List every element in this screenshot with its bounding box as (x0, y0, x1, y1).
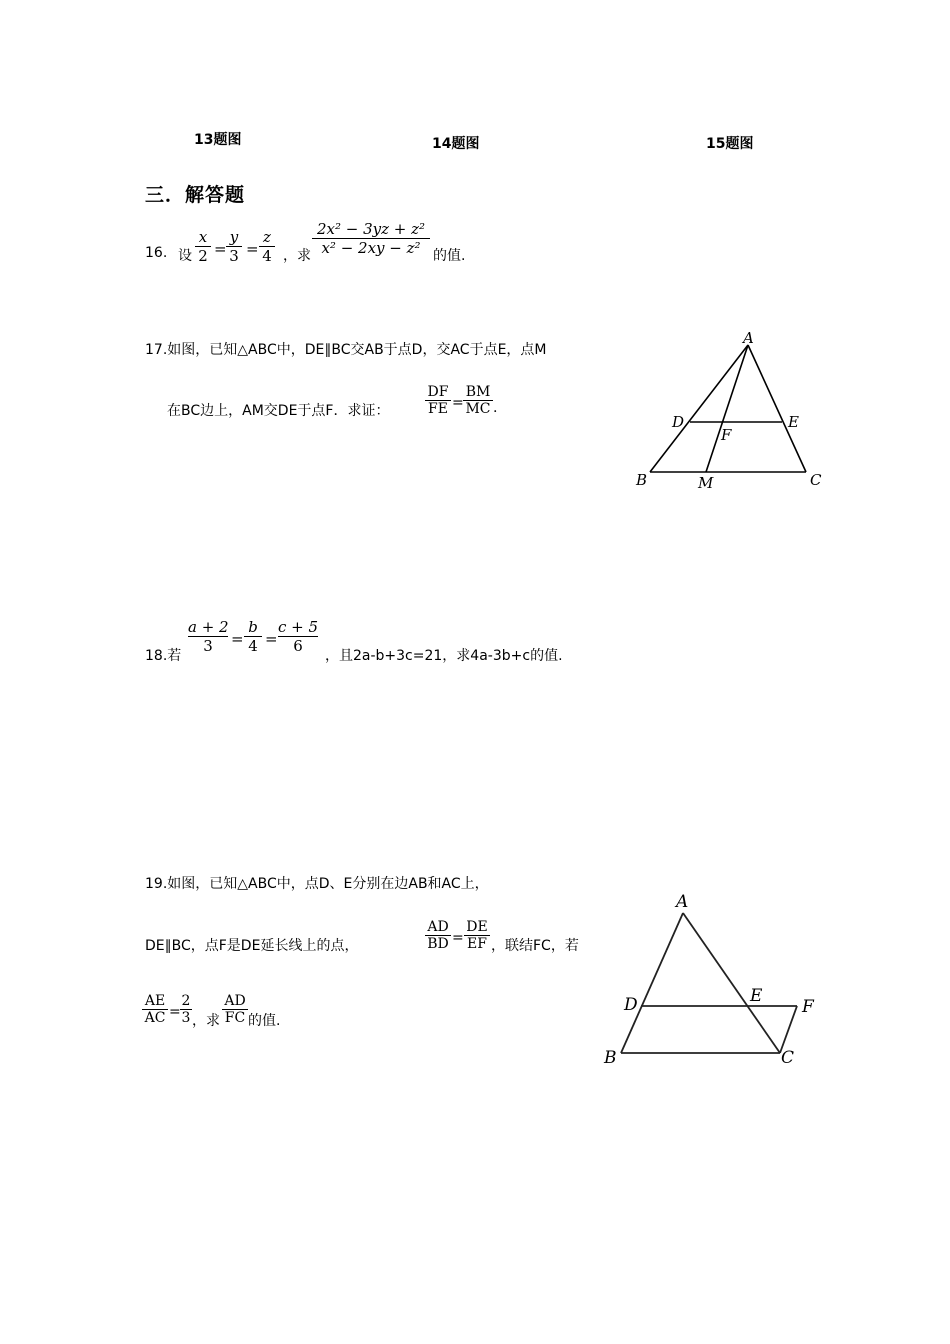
q19-label-f: F (802, 997, 814, 1017)
q16-tail: 的值. (433, 248, 466, 264)
q18-condition: ，且2a-b+3c=21，求4a-3b+c的值. (325, 648, 563, 664)
q19-equals-1: = (452, 930, 464, 946)
q16-equals-1: = (214, 240, 227, 258)
q18-ratio-a: a + 2 3 (188, 618, 229, 655)
q17-line-2: 在BC边上，AM交DE于点F．求证： (167, 403, 390, 419)
q17-label-a: A (743, 330, 754, 347)
q16-ratio-y: y 3 (226, 228, 242, 265)
q16-ratio-x: x 2 (195, 228, 211, 265)
q17-equals: = (452, 395, 464, 411)
q19-side-ac (683, 913, 780, 1053)
q17-label-d: D (672, 413, 685, 431)
q19-label-d: D (624, 995, 638, 1015)
q18-equals-1: = (231, 630, 244, 648)
q17-ratio-bm-mc: BM MC (463, 384, 493, 417)
q16-set-word: 设 (178, 248, 192, 264)
q17-label-b: B (636, 471, 648, 489)
q19-triangle-figure (600, 888, 825, 1073)
caption-figure-13: 13题图 (194, 132, 242, 148)
q17-label-c: C (810, 471, 822, 489)
q19-line-1: 19.如图，已知△ABC中，点D、E分别在边AB和AC上， (145, 876, 489, 892)
caption-figure-14: 14题图 (432, 136, 480, 152)
q18-prefix: 18.若 (145, 648, 182, 664)
q19-ratio-ad-fc: AD FC (222, 993, 248, 1026)
q17-side-ab (650, 345, 748, 472)
q19-ratio-two-thirds: 2 3 (181, 993, 191, 1026)
q19-line-2b: ，联结FC，若 (491, 938, 579, 954)
q18-ratio-c: c + 5 6 (278, 618, 319, 655)
q16-ratio-z: z 4 (259, 228, 275, 265)
q19-label-e: E (750, 986, 763, 1006)
section-title: 三．解答题 (145, 184, 246, 206)
q17-label-f: F (721, 426, 732, 444)
q19-ratio-de-ef: DE EF (464, 919, 490, 952)
caption-figure-15: 15题图 (706, 136, 754, 152)
q19-line-2a: DE∥BC，点F是DE延长线上的点， (145, 938, 359, 954)
q19-label-b: B (604, 1048, 617, 1068)
q18-equals-2: = (265, 630, 278, 648)
q17-ratio-df-fe: DF FE (425, 384, 451, 417)
q18-ratio-b: b 4 (244, 618, 262, 655)
q19-label-a: A (676, 892, 689, 912)
q16-expression: 2x² − 3yz + z² x² − 2xy − z² (312, 220, 430, 257)
q19-ratio-ad-bd: AD BD (425, 919, 451, 952)
q17-label-e: E (788, 413, 799, 431)
q19-equals-2: = (169, 1004, 181, 1020)
q19-segment-fc (780, 1006, 797, 1053)
q16-equals-2: = (246, 240, 259, 258)
q19-ratio-ae-ac: AE AC (142, 993, 168, 1026)
q17-line-1: 17.如图，已知△ABC中，DE∥BC交AB于点D，交AC于点E，点M (145, 342, 547, 358)
q16-number: 16. (145, 245, 168, 261)
q19-tail: 的值. (248, 1013, 281, 1029)
q17-side-ac (748, 345, 806, 472)
q16-ask: ，求 (283, 248, 311, 264)
q19-label-c: C (781, 1048, 795, 1068)
q19-mid: ，求 (192, 1013, 220, 1029)
q17-segment-am (706, 345, 748, 472)
q19-side-ab (621, 913, 683, 1053)
q17-triangle-figure (630, 330, 830, 495)
q17-label-m: M (698, 474, 714, 492)
q17-period: . (493, 400, 498, 416)
